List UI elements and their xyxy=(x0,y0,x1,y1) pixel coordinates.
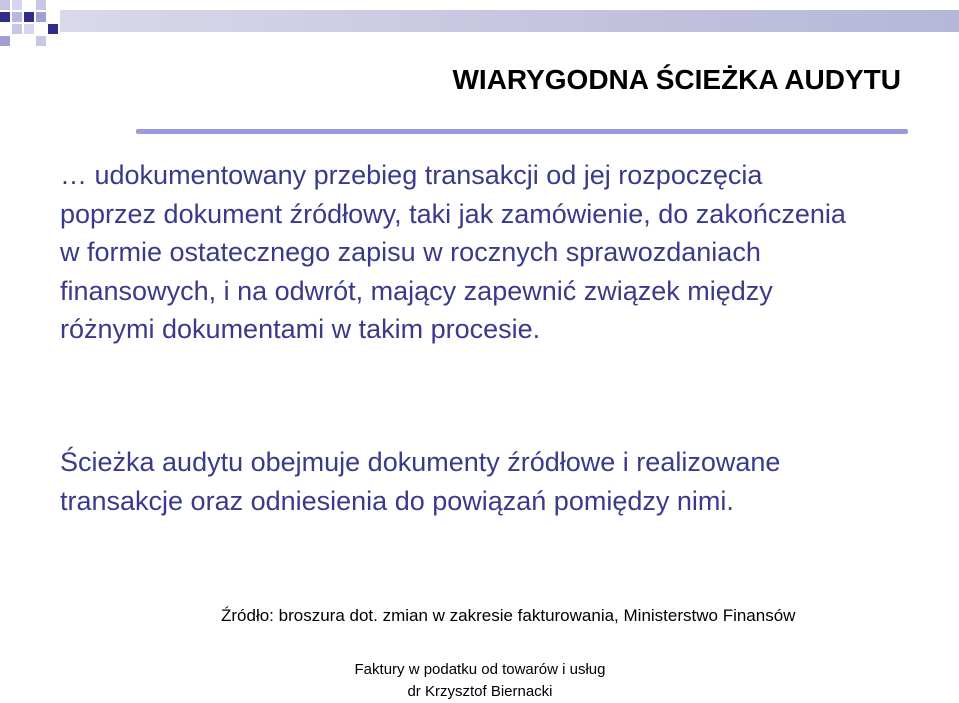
scope-paragraph: Ścieżka audytu obejmuje dokumenty źródłowe i realizowane transakcje oraz odniesienia do powiązań pomiędzy nimi. xyxy=(60,447,781,516)
footer-author: dr Krzysztof Biernacki xyxy=(407,683,553,700)
header-band xyxy=(60,10,959,32)
source-note: Źródło: broszura dot. zmian w zakresie fakturowania, Ministerstwo Finansów xyxy=(221,606,796,625)
definition-paragraph: … udokumentowany przebieg transakcji od jej rozpoczęcia poprzez dokument źródłowy, taki jak zamówienie, do zakończenia w formie ostatecznego zapisu w rocznych sprawozdaniach finansowych, i na odwrót, mający zapewnić związek między różnymi dokumentami w takim procesie. xyxy=(60,160,846,344)
deco-square xyxy=(24,24,34,34)
footer-topic: Faktury w podatku od towarów i usług xyxy=(354,661,606,678)
deco-square xyxy=(24,12,34,22)
deco-square xyxy=(12,0,22,10)
deco-square xyxy=(0,0,10,10)
deco-square xyxy=(36,36,46,46)
deco-square xyxy=(12,24,22,34)
deco-square xyxy=(12,12,22,22)
deco-square xyxy=(0,36,10,46)
slide-title: WIARYGODNA ŚCIEŻKA AUDYTU xyxy=(452,64,901,95)
deco-square xyxy=(48,24,58,34)
slide-footer xyxy=(315,659,645,703)
title-underline xyxy=(136,129,908,134)
deco-square xyxy=(0,12,10,22)
deco-square xyxy=(36,12,46,22)
deco-square xyxy=(36,0,46,10)
